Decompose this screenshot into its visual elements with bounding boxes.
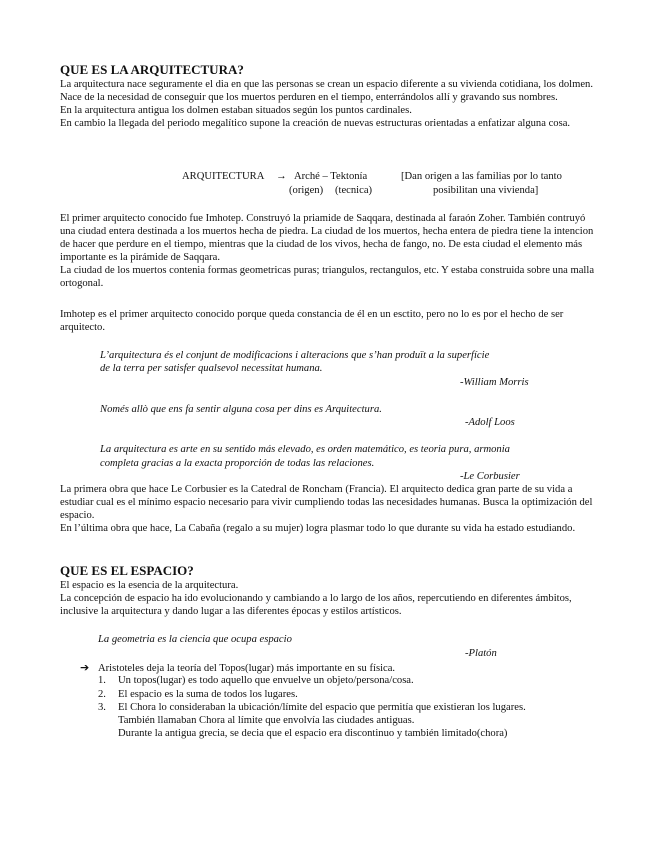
arrow-bullet-icon: ➔ bbox=[80, 661, 90, 674]
etymology-origen: (origen) bbox=[289, 185, 324, 196]
list-item: Un topos(lugar) es todo aquello que envuelve un objeto/persona/cosa. bbox=[118, 675, 414, 686]
quote-text: Només allò que ens fa sentir alguna cosa per dins es Arquitectura. bbox=[100, 404, 382, 415]
quote-platon-author: -Platón bbox=[465, 648, 497, 659]
paragraph: Nace de la necesidad de conseguir que los muertos perduren en el tiempo, enterrándolos allí y gravando sus nombres. bbox=[60, 92, 558, 103]
espacio-block bbox=[60, 579, 600, 618]
paragraph: En cambio la llegada del periodo megalítico supone la creación de nuevas estructuras orientadas a enfatizar alguna cosa. bbox=[60, 118, 571, 129]
etymology-word: ARQUITECTURA bbox=[182, 171, 265, 182]
etymology-tecnica: (tecnica) bbox=[335, 185, 373, 196]
quote-text: completa gracias a la exacta proporción de todas las relaciones. bbox=[100, 458, 375, 469]
paragraph: La concepción de espacio ha ido evolucionando y cambiando a lo largo de los años, repercutiendo en diferentes ámbitos, inclusive la arquitectura y dando lugar a las diferentes épocas y estilos artísticos. bbox=[60, 593, 572, 617]
list-item: El espacio es la suma de todos los lugares. bbox=[118, 689, 298, 700]
paragraph: El espacio es la esencia de la arquitectura. bbox=[60, 580, 239, 591]
etymology-note-line2: posibilitan una vivienda] bbox=[433, 185, 539, 196]
quote-author: -William Morris bbox=[460, 377, 529, 388]
list-item: El Chora lo consideraban la ubicación/límite del espacio que permitía que existieran los lugares. bbox=[118, 702, 526, 713]
etymology-note-line1: [Dan origen a las familias por lo tanto bbox=[401, 171, 562, 182]
section-title-espacio: QUE ES EL ESPACIO? bbox=[60, 563, 194, 578]
paragraph: El primer arquitecto conocido fue Imhotep. Construyó la priamide de Saqqara, destinada al faraón Zoher. También contruyó una ciudad entera destinada a los muertos hecha de piedra. La ciudad de los muertos, hecha entera de piedra tiene la intencion de hacer que perdure en el tiempo, mientras que la ciudad de los vivos, hecha de fango, no. De esta ciudad el elemento más importante es la pirámide de Saqqara. bbox=[60, 213, 594, 263]
paragraph: La arquitectura nace seguramente el dia en que las personas se crean un espacio diferente a su vivienda cotidiana, los dolmen. bbox=[60, 79, 593, 90]
quote-text: de la terra per satisfer qualsevol necessitat humana. bbox=[100, 363, 323, 374]
bullet-text: Aristoteles deja la teoría del Topos(lugar) más importante en su física. bbox=[98, 663, 396, 674]
paragraph: La ciudad de los muertos contenia formas geometricas puras; triangulos, rectangulos, etc. Y estaba construida sobre una malla ortogonal. bbox=[60, 265, 595, 289]
quote-text: La arquitectura es arte en su sentido más elevado, es orden matemático, es teoria pura, armonia bbox=[100, 444, 510, 455]
list-number: 2. bbox=[98, 689, 106, 700]
paragraph: En l’última obra que hace, La Cabaña (regalo a su mujer) logra plasmar todo lo que durante su vida ha estado estudiando. bbox=[60, 523, 576, 534]
imhotep-note: Imhotep es el primer arquitecto conocido porque queda constancia de él en un esctito, pero no lo es por el hecho de ser arquitecto. bbox=[60, 309, 564, 333]
list-item-continuation: También llamaban Chora al límite que envolvía las ciudades antiguas. bbox=[118, 715, 415, 726]
corbusier-block bbox=[60, 483, 600, 535]
paragraph: En la arquitectura antigua los dolmen estaban situados según los puntos cardinales. bbox=[60, 105, 412, 116]
quote-author: -Le Corbusier bbox=[460, 471, 520, 482]
quote-author: -Adolf Loos bbox=[465, 417, 515, 428]
list-item-continuation: Durante la antigua grecia, se decia que el espacio era discontinuo y también limitado(chora) bbox=[118, 728, 508, 739]
etymology-parts: Arché – Tektonía bbox=[294, 171, 368, 182]
arrow-right-icon: → bbox=[276, 171, 287, 182]
bullet-item bbox=[80, 661, 395, 675]
section-title-arquitectura: QUE ES LA ARQUITECTURA? bbox=[60, 62, 244, 77]
imhotep-block bbox=[60, 212, 600, 290]
list-number: 3. bbox=[98, 702, 106, 713]
quote-platon-text: La geometria es la ciencia que ocupa espacio bbox=[98, 634, 292, 645]
list-number: 1. bbox=[98, 675, 106, 686]
intro-block bbox=[60, 78, 600, 130]
paragraph: La primera obra que hace Le Corbusier es la Catedral de Roncham (Francia). El arquitecto dedica gran parte de su vida a estudiar cual es el mínimo espacio necesario para vivir cumpliendo todas las necesidades humanas. Busca la optimización del espacio. bbox=[60, 484, 593, 521]
quote-text: L’arquitectura és el conjunt de modificacions i alteracions que s’han produït a la superfície bbox=[100, 350, 490, 361]
